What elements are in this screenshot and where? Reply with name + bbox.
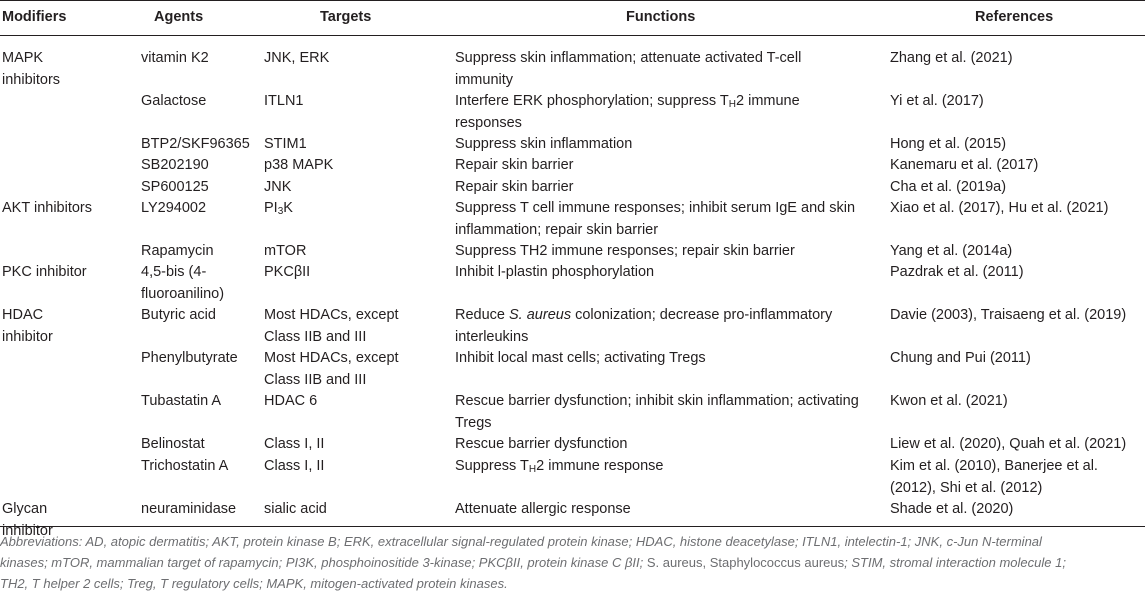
target-cell: Class I, II: [264, 436, 325, 452]
target-cell: $PI_3K$: [264, 200, 293, 217]
table-header: [0, 0, 1145, 36]
header-functions: Functions: [626, 9, 696, 25]
target-cell: p38 MAPK: [264, 157, 334, 173]
function-cell: Suppress $T_H2$ immune response: [455, 458, 664, 475]
modifier-cell: AKT inhibitors: [2, 200, 92, 216]
function-cell: Rescue barrier dysfunction: [455, 436, 628, 452]
agent-cell: SP600125: [141, 179, 209, 195]
modifier-cell: PKC inhibitor: [2, 264, 87, 280]
target-cell: ITLN1: [264, 93, 304, 109]
reference-cell: Hong et al. (2015): [890, 136, 1007, 152]
agent-cell: Butyric acid: [141, 307, 216, 323]
header-references: References: [975, 9, 1054, 25]
header-agents: Agents: [154, 9, 204, 25]
agent-cell: neuraminidase: [141, 501, 237, 517]
reference-cell: Xiao et al. (2017), Hu et al. (2021): [890, 200, 1109, 216]
target-cell: Most HDACs, except Class IIB and III: [264, 307, 399, 345]
reference-cell: Davie (2003), Traisaeng et al. (2019): [890, 307, 1127, 323]
target-cell: PKCβII: [264, 264, 311, 280]
agent-cell: 4,5-bis (4- fluoroanilino): [141, 264, 225, 302]
reference-cell: Pazdrak et al. (2011): [890, 264, 1024, 280]
reference-cell: Kim et al. (2010), Banerjee et al. (2012), Shi et al. (2012): [890, 458, 1098, 496]
function-cell: Suppress skin inflammation: [455, 136, 633, 152]
agent-cell: LY294002: [141, 200, 207, 216]
target-cell: HDAC 6: [264, 393, 318, 409]
header-targets: Targets: [320, 9, 372, 25]
agent-cell: Trichostatin A: [141, 458, 229, 474]
reference-cell: Chung and Pui (2011): [890, 350, 1031, 366]
agent-cell: Phenylbutyrate: [141, 350, 238, 366]
function-cell: Interfere ERK phosphorylation; suppress $T_H2$ immune responses: [455, 93, 800, 131]
reference-cell: Yi et al. (2017): [890, 93, 984, 109]
reference-cell: Yang et al. (2014a): [890, 243, 1013, 259]
target-cell: Most HDACs, except Class IIB and III: [264, 350, 399, 388]
target-cell: JNK, ERK: [264, 50, 330, 66]
target-cell: JNK: [264, 179, 292, 195]
target-cell: sialic acid: [264, 501, 327, 517]
agent-cell: Rapamycin: [141, 243, 214, 259]
agent-cell: Galactose: [141, 93, 207, 109]
function-cell: Suppress T cell immune responses; inhibit serum IgE and skin inflammation; repair skin barrier: [455, 200, 856, 238]
target-cell: mTOR: [264, 243, 307, 259]
agent-cell: Belinostat: [141, 436, 205, 452]
function-cell: Inhibit local mast cells; activating Tregs: [455, 350, 706, 366]
modifier-cell: MAPK inhibitors: [2, 50, 61, 88]
agent-cell: Tubastatin A: [141, 393, 222, 409]
modifier-cell: Glycan inhibitor: [2, 501, 53, 539]
reference-cell: Liew et al. (2020), Quah et al. (2021): [890, 436, 1127, 452]
function-cell: Rescue barrier dysfunction; inhibit skin inflammation; activating Tregs: [455, 393, 859, 431]
agent-cell: vitamin K2: [141, 50, 209, 66]
function-cell: Inhibit l-plastin phosphorylation: [455, 264, 655, 280]
function-cell: Suppress TH2 immune responses; repair skin barrier: [455, 243, 795, 259]
table-footnote: Abbreviations: AD, atopic dermatitis; AKT, protein kinase B; ERK, extracellular signal-regulated protein kinase; HDAC, histone deacetylase; ITLN1, intelectin-1; JNK, c-Jun N-terminal kinases; mTOR, mammalian target of rapamycin; PI3K, phosphoinositide 3-kinase; PKCβII, protein kinase C βII; S. aureus, Staphylococcus aureus; STIM, stromal interaction molecule 1; TH2, T helper 2 cells; Treg, T regulatory cells; MAPK, mitogen-activated protein kinases.: [0, 534, 1066, 591]
reference-cell: Shade et al. (2020): [890, 501, 1014, 517]
reference-cell: Kwon et al. (2021): [890, 393, 1008, 409]
function-cell: Repair skin barrier: [455, 157, 574, 173]
reference-cell: Cha et al. (2019a): [890, 179, 1007, 195]
function-cell: Attenuate allergic response: [455, 501, 631, 517]
reference-cell: Kanemaru et al. (2017): [890, 157, 1039, 173]
reference-cell: Zhang et al. (2021): [890, 50, 1013, 66]
function-cell: Reduce S. aureus colonization; decrease pro-inflammatory interleukins: [455, 307, 833, 345]
target-cell: STIM1: [264, 136, 307, 152]
header-modifiers: Modifiers: [2, 9, 67, 25]
modifier-cell: HDAC inhibitor: [2, 307, 53, 345]
table-bottom-rule: [0, 526, 1145, 527]
agent-cell: SB202190: [141, 157, 209, 173]
target-cell: Class I, II: [264, 458, 325, 474]
function-cell: Repair skin barrier: [455, 179, 574, 195]
function-cell: Suppress skin inflammation; attenuate activated T-cell immunity: [455, 50, 802, 88]
agent-cell: BTP2/SKF96365: [141, 136, 250, 152]
